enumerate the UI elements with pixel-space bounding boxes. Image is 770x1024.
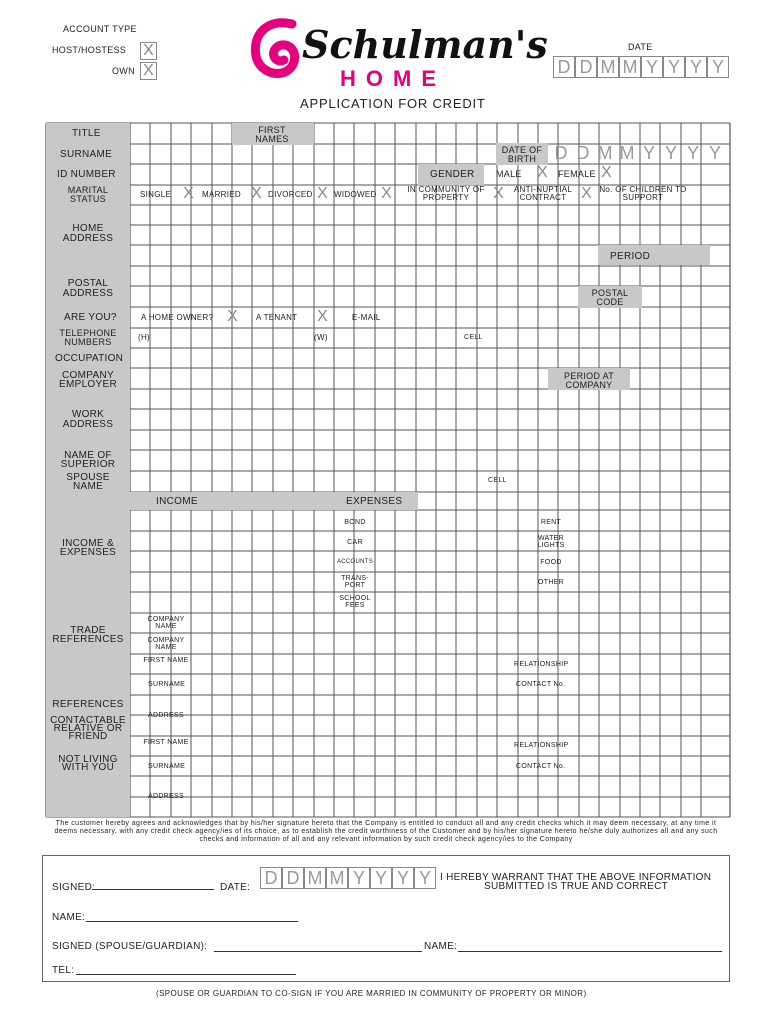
brand-sub: HOME xyxy=(340,66,446,91)
ref2-relationship-label: RELATIONSHIP xyxy=(514,742,569,749)
h-label: (H) xyxy=(138,333,151,342)
rent-label: RENT xyxy=(540,519,562,526)
account-type-label: ACCOUNT TYPE xyxy=(63,24,137,34)
home-owner-label: A HOME OWNER? xyxy=(141,313,214,322)
cell-label: CELL xyxy=(464,334,483,341)
postal-code-label: POSTAL CODE xyxy=(591,288,629,307)
single-label: SINGLE xyxy=(140,190,172,199)
marital-label: MARITAL STATUS xyxy=(67,185,109,204)
widowed-checkbox[interactable]: X xyxy=(381,185,392,202)
antenuptial-label: ANTI-NUPTIAL CONTRACT xyxy=(513,185,573,202)
dob-field[interactable]: D D M M Y Y Y Y xyxy=(554,143,721,163)
signed-spouse-label: SIGNED (SPOUSE/GUARDIAN): xyxy=(52,941,208,952)
tel-label: TEL: xyxy=(52,965,75,976)
married-label: MARRIED xyxy=(202,190,241,199)
date-label: DATE xyxy=(628,42,653,52)
not-living-label: NOT LIVING WITH YOU xyxy=(58,754,118,773)
ref1-relationship-label: RELATIONSHIP xyxy=(514,661,569,668)
female-checkbox[interactable]: X xyxy=(601,164,612,181)
signed-line[interactable] xyxy=(92,889,214,890)
ref2-address-label: ADDRESS xyxy=(148,793,184,800)
company-name-label-1: COMPANY NAME xyxy=(147,616,185,630)
ref2-first-name-label: FIRST NAME xyxy=(143,739,189,746)
male-label: MALE xyxy=(496,169,522,179)
own-label: OWN xyxy=(112,66,135,76)
water-label: WATER LIGHTS xyxy=(537,535,565,549)
ref1-surname-label: SURNAME xyxy=(148,681,186,688)
period-company-label: PERIOD AT COMPANY xyxy=(563,371,615,390)
car-label: CAR xyxy=(347,539,363,546)
postal-address-label: POSTAL ADDRESS xyxy=(62,278,114,299)
own-checkbox[interactable]: X xyxy=(140,62,157,80)
signed-label: SIGNED: xyxy=(52,882,96,893)
home-address-label: HOME ADDRESS xyxy=(62,223,114,244)
warrant-line-1: I HEREBY WARRANT THAT THE ABOVE INFORMATION xyxy=(440,872,712,883)
first-names-label: FIRST NAMES xyxy=(255,125,289,144)
school-label: SCHOOL FEES xyxy=(339,595,371,609)
page-title: APPLICATION FOR CREDIT xyxy=(300,96,486,111)
married-checkbox[interactable]: X xyxy=(251,185,262,202)
widowed-label: WIDOWED xyxy=(334,190,377,199)
host-checkbox[interactable]: X xyxy=(140,42,157,60)
title-label: TITLE xyxy=(72,128,101,139)
transport-label: TRANS- PORT xyxy=(341,575,369,589)
footnote: (SPOUSE OR GUARDIAN TO CO-SIGN IF YOU ARE MARRIED IN COMMUNITY OF PROPERTY OR MINOR) xyxy=(156,989,587,998)
work-address-label: WORK ADDRESS xyxy=(62,409,114,430)
warrant-line-2: SUBMITTED IS TRUE AND CORRECT xyxy=(484,881,669,892)
home-owner-checkbox[interactable]: X xyxy=(227,308,238,325)
community-checkbox[interactable]: X xyxy=(493,185,504,202)
contactable-label: CONTACTABLE RELATIVE OR FRIEND xyxy=(50,715,126,742)
gender-label: GENDER xyxy=(430,169,475,180)
employer-label: COMPANY EMPLOYER xyxy=(59,370,117,390)
host-label: HOST/HOSTESS xyxy=(52,45,127,55)
references-label: REFERENCES xyxy=(52,699,124,710)
other-label: OTHER xyxy=(538,579,564,586)
tel-line[interactable] xyxy=(76,974,296,975)
spouse-label: SPOUSE NAME xyxy=(66,472,110,492)
brand-name: Schulman's xyxy=(302,22,548,67)
sig-date-field[interactable]: D D M M Y Y Y Y xyxy=(260,867,436,889)
name-line[interactable] xyxy=(86,921,298,922)
ref1-contact-label: CONTACT No. xyxy=(516,681,566,688)
income-header: INCOME xyxy=(156,496,198,507)
accounts-label: ACCOUNTS xyxy=(336,559,374,565)
bond-label: BOND xyxy=(344,519,366,526)
superior-label: NAME OF SUPERIOR xyxy=(60,450,116,470)
sig-date-label: DATE: xyxy=(220,882,251,893)
expenses-header: EXPENSES xyxy=(346,496,403,507)
female-label: FEMALE xyxy=(558,169,596,179)
income-expenses-label: INCOME & EXPENSES xyxy=(59,538,117,558)
divorced-checkbox[interactable]: X xyxy=(317,185,328,202)
spouse-cell-label: CELL xyxy=(488,477,507,484)
id-label: ID NUMBER xyxy=(57,169,116,180)
tenant-checkbox[interactable]: X xyxy=(317,308,328,325)
children-label: No. OF CHILDREN TO SUPPORT xyxy=(599,185,687,202)
community-label: IN COMMUNITY OF PROPERTY xyxy=(407,185,485,202)
email-label: E-MAIL xyxy=(352,313,381,322)
dob-label: DATE OF BIRTH xyxy=(501,145,543,164)
header-date-field[interactable]: D D M M Y Y Y Y xyxy=(553,56,729,78)
food-label: FOOD xyxy=(540,559,562,566)
occupation-label: OCCUPATION xyxy=(55,353,124,364)
name-label: NAME: xyxy=(52,912,86,923)
declaration-text: The customer hereby agrees and acknowledges that by his/her signature hereto that the Company is entitled to conduct all and any credit checks which it may deem necessary, at any time it deems necessary, with any credit check agency/ies of its choice, as to establish the credit worthiness of the Customer and by his/her signature hereto he/she duly authorizes all and any such checks and information of all and any relevant information by such credit check agency/ies to the Company xyxy=(54,820,718,843)
ref1-address-label: ADDRESS xyxy=(148,712,184,719)
ref2-surname-label: SURNAME xyxy=(148,763,186,770)
antenuptial-checkbox[interactable]: X xyxy=(581,185,592,202)
period-label: PERIOD xyxy=(610,251,651,262)
surname-label: SURNAME xyxy=(60,149,113,160)
tenant-label: A TENANT xyxy=(256,313,298,322)
name2-label: NAME: xyxy=(424,941,458,952)
male-checkbox[interactable]: X xyxy=(537,164,548,181)
are-you-label: ARE YOU? xyxy=(64,312,117,323)
telephone-label: TELEPHONE NUMBERS xyxy=(59,328,117,347)
signed-spouse-line[interactable] xyxy=(214,951,422,952)
w-label: (W) xyxy=(314,333,328,342)
trade-label: TRADE REFERENCES xyxy=(52,625,124,645)
name2-line[interactable] xyxy=(458,951,722,952)
divorced-label: DIVORCED xyxy=(268,190,313,199)
single-checkbox[interactable]: X xyxy=(183,185,194,202)
ref2-contact-label: CONTACT No. xyxy=(516,763,566,770)
company-name-label-2: COMPANY NAME xyxy=(147,637,185,651)
ref1-first-name-label: FIRST NAME xyxy=(143,657,189,664)
